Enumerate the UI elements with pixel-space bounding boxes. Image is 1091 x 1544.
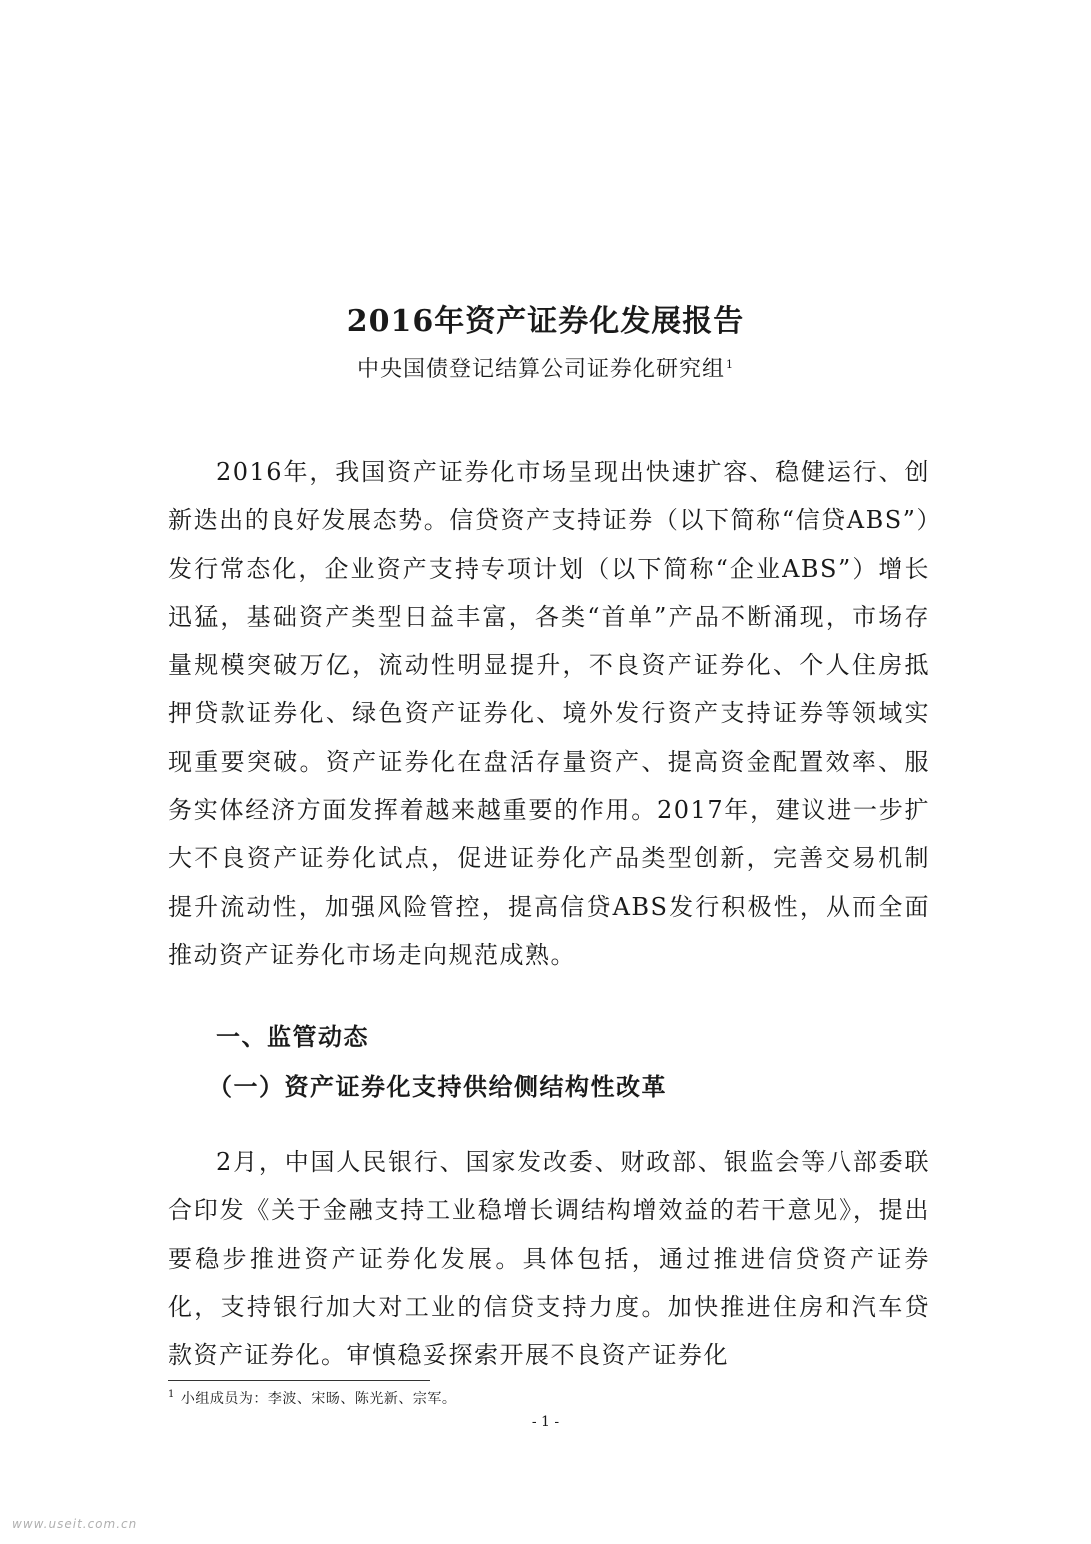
- footnote: [168, 1388, 456, 1408]
- section1-paragraph: 2月，中国人民银行、国家发改委、财政部、银监会等八部委联合印发《关于金融支持工业稳增长调结构增效益的若干意见》，提出要稳步推进资产证券化发展。具体包括，通过推进信贷资产证券化，支持银行加大对工业的信贷支持力度。加快推进住房和汽车贷款资产证券化。审慎稳妥探索开展不良资产证券化: [168, 1148, 930, 1370]
- section-heading-regulatory: 一、监管动态: [216, 1023, 369, 1051]
- page-number: - 1 -: [531, 1414, 560, 1430]
- footnote-divider: [168, 1380, 430, 1381]
- document-author: [0, 352, 1091, 383]
- intro-paragraph: 2016年，我国资产证券化市场呈现出快速扩容、稳健运行、创新迭出的良好发展态势。信贷资产支持证券（以下简称“信贷ABS”）发行常态化，企业资产支持专项计划（以下简称“企业ABS”）增长迅猛，基础资产类型日益丰富，各类“首单”产品不断涌现，市场存量规模突破万亿，流动性明显提升，不良资产证券化、个人住房抵押贷款证券化、绿色资产证券化、境外发行资产支持证券等领域实现重要突破。资产证券化在盘活存量资产、提高资金配置效率、服务实体经济方面发挥着越来越重要的作用。2017年，建议进一步扩大不良资产证券化试点，促进证券化产品类型创新，完善交易机制提升流动性，加强风险管控，提高信贷ABS发行积极性，从而全面推动资产证券化市场走向规范成熟。: [168, 458, 930, 969]
- document-title: 2016年资产证券化发展报告: [346, 304, 745, 339]
- subsection-heading-supply-side: （一）资产证券化支持供给侧结构性改革: [208, 1073, 667, 1101]
- watermark: www.useit.com.cn: [12, 1517, 138, 1531]
- author-footnote-mark: 1: [726, 357, 734, 371]
- footnote-text: 小组成员为：李波、宋旸、陈光新、宗军。: [180, 1391, 457, 1407]
- author-text: 中央国债登记结算公司证券化研究组: [356, 357, 725, 382]
- footnote-mark: 1: [168, 1389, 175, 1401]
